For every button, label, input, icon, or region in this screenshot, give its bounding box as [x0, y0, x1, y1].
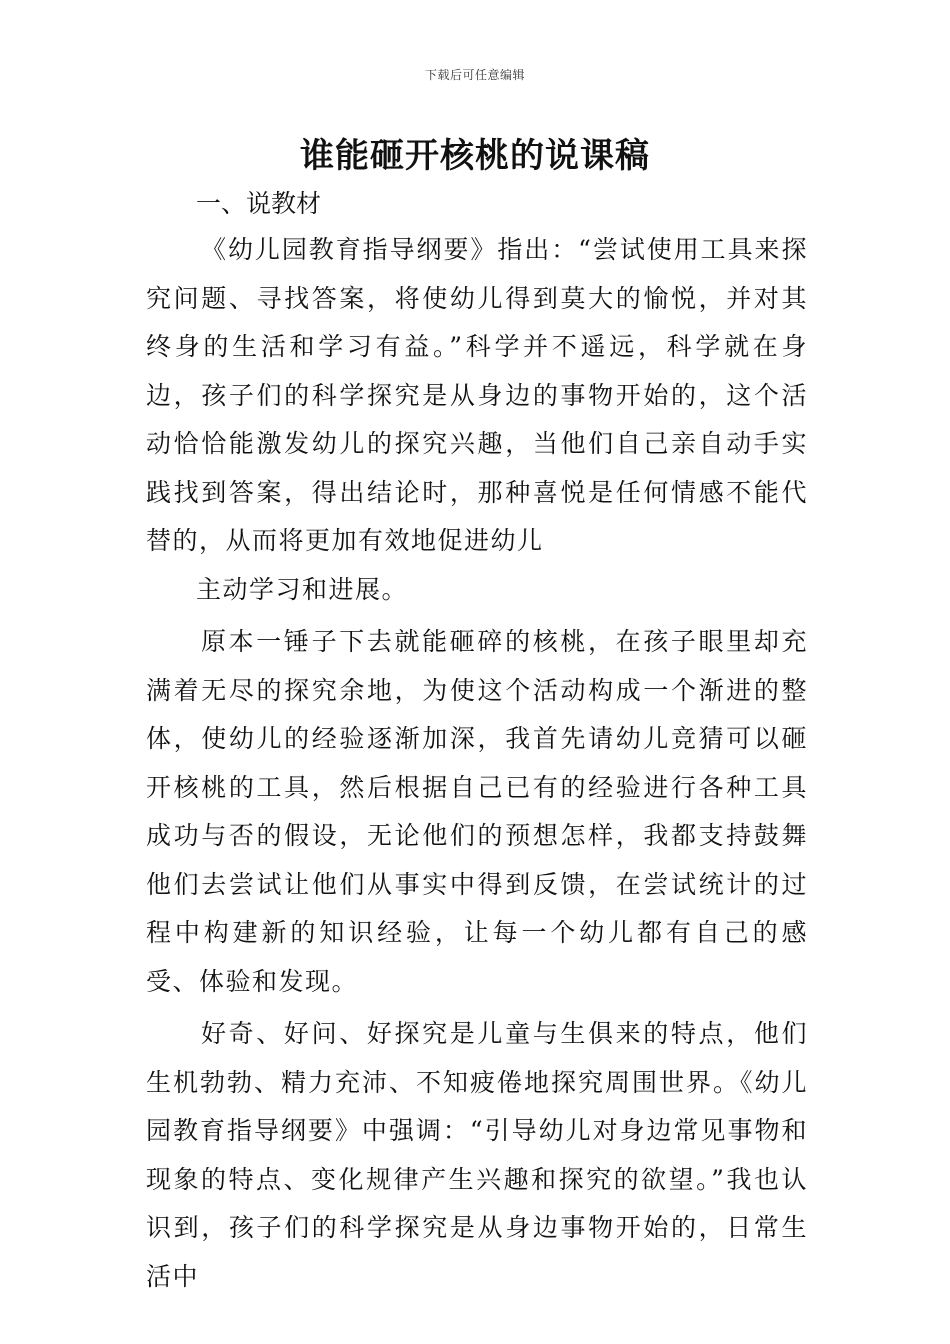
- paragraph: 主动学习和进展。: [196, 574, 409, 604]
- header-note: 下载后可任意编辑: [424, 68, 525, 82]
- paragraph: 好奇、好问、好探究是儿童与生俱来的特点，他们生机勃勃、精力充沛、不知疲倦地探究周围世界。《幼儿园教育指导纲要》中强调：“引导幼儿对身边常见事物和现象的特点、变化规律产生兴趣和探究的欲望。”我也认识到，孩子们的科学探究是从身边事物开始的，日常生活中: [146, 1019, 808, 1291]
- paragraph: 原本一锤子下去就能砸碎的核桃，在孩子眼里却充满着无尽的探究余地，为使这个活动构成一个渐进的整体，使幼儿的经验逐渐加深，我首先请幼儿竞猜可以砸开核桃的工具，然后根据自己已有的经验进行各种工具成功与否的假设，无论他们的预想怎样，我都支持鼓舞他们去尝试让他们从事实中得到反馈，在尝试统计的过程中构建新的知识经验，让每一个幼儿都有自己的感受、体验和发现。: [146, 627, 808, 996]
- paragraph: 《幼儿园教育指导纲要》指出：“尝试使用工具来探究问题、寻找答案，将使幼儿得到莫大的愉悦，并对其终身的生活和学习有益。”科学并不遥远，科学就在身边，孩子们的科学探究是从身边的事物开始的，这个活动恰恰能激发幼儿的探究兴趣，当他们自己亲自动手实践找到答案，得出结论时，那种喜悦是任何情感不能代替的，从而将更加有效地促进幼儿: [146, 235, 808, 555]
- document-title: 谁能砸开核桃的说课稿: [300, 136, 650, 176]
- section-heading: 一、说教材: [196, 189, 322, 218]
- document-body: [146, 226, 808, 1301]
